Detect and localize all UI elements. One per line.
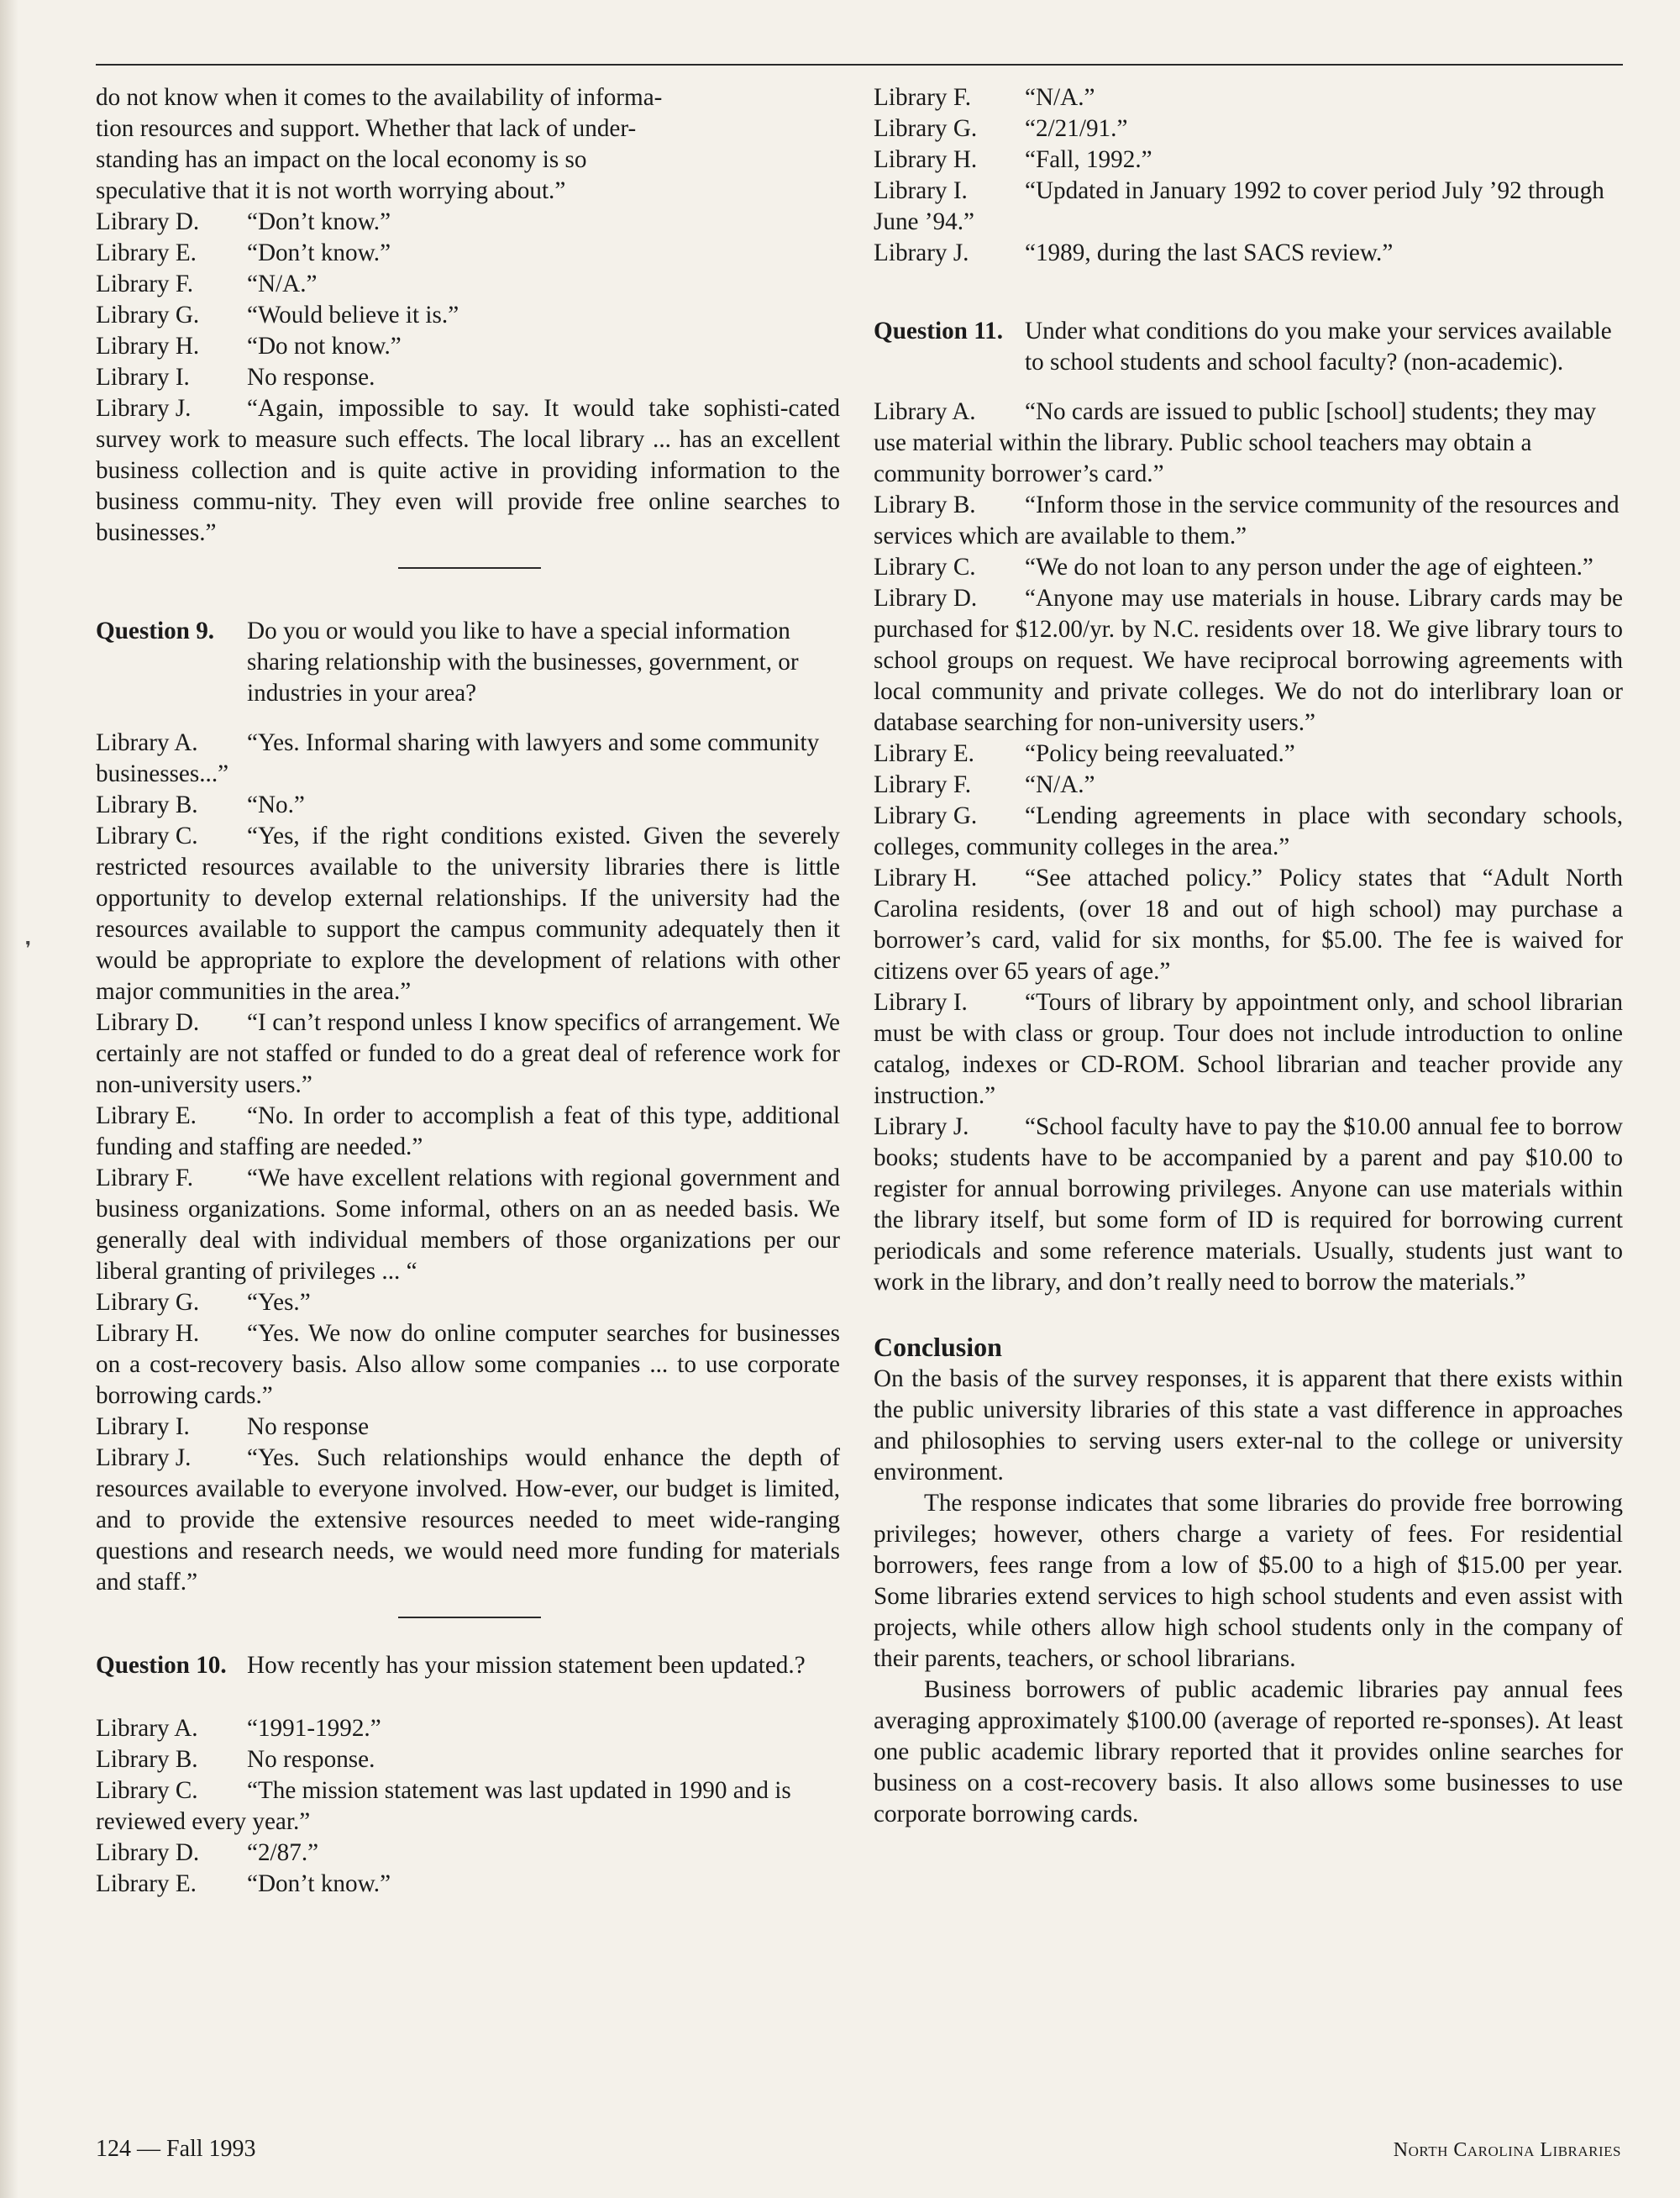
response-text: “Yes.” [247, 1289, 311, 1316]
library-label: Library E. [874, 740, 974, 767]
library-label: Library B. [96, 791, 198, 818]
response-text: “The mission statement was last updated in 1990 and is reviewed every year.” [96, 1777, 791, 1835]
library-label: Library I. [96, 1413, 190, 1440]
library-label: Library I. [874, 989, 968, 1016]
library-label: Library F. [96, 1165, 194, 1191]
response-text: “No cards are issued to public [school] students; they may use material within the library. Public school teachers may obtain a community borrower’s card.” [874, 398, 1597, 487]
response-text: “No.” [247, 791, 305, 818]
question-9 [96, 616, 840, 709]
response-entry [874, 552, 1623, 583]
response-entry [96, 362, 840, 393]
library-label: Library A. [874, 398, 976, 425]
margin-mark: ❜ [25, 938, 32, 959]
response-entry [96, 1869, 840, 1900]
response-text: “1989, during the last SACS review.” [1025, 239, 1394, 266]
response-entry [96, 207, 840, 238]
response-entry [96, 1713, 840, 1744]
library-label: Library G. [96, 1289, 200, 1316]
response-text: “N/A.” [1025, 84, 1095, 111]
continued-line: do not know when it comes to the availability of informa- [96, 84, 663, 111]
library-label: Library G. [874, 802, 978, 829]
response-entry [96, 269, 840, 300]
response-entry [96, 1318, 840, 1412]
response-text: “Again, impossible to say. It would take sophisti-cated survey work to measure such effects. The local library ... has an excellent business collection and is quite active in providing information to the business commu-nity. They even will provide free online searches to businesses.” [96, 395, 840, 546]
library-label: Library G. [96, 302, 200, 329]
response-text: “1991-1992.” [247, 1715, 381, 1742]
response-text: “N/A.” [247, 271, 318, 297]
response-entry [874, 238, 1623, 269]
library-label: Library F. [874, 84, 972, 111]
library-label: Library C. [96, 823, 198, 849]
response-text: “Anyone may use materials in house. Library cards may be purchased for $12.00/yr. by N.C. residents over 18. We give library tours to school groups on request. We have reciprocal borrowing agreements with local community and private colleges. We do not do interlibrary loan or database searching for non-university users.” [874, 585, 1623, 736]
library-label: Library H. [874, 865, 978, 891]
response-text: “Would believe it is.” [247, 302, 459, 329]
conclusion-heading: Conclusion [874, 1332, 1002, 1362]
library-label: Library J. [96, 395, 192, 422]
library-label: Library D. [96, 1009, 200, 1036]
response-text: “See attached policy.” Policy states that “Adult North Carolina residents, (over 18 and out of high school) may purchase a borrower’s card, valid for six months, for $5.00. The fee is waived for citizens over 65 years of age.” [874, 865, 1623, 985]
question-11 [874, 316, 1623, 378]
response-entry [96, 1163, 840, 1287]
q10-responses-left [96, 1713, 840, 1900]
response-text: “School faculty have to pay the $10.00 annual fee to borrow books; students have to be accompanied by a parent and pay $10.00 to register for annual borrowing privileges. Anyone can use materials within the library itself, but some form of ID is required for borrowing current periodicals and some reference materials. Usually, students just want to work in the library, and don’t really need to borrow the materials.” [874, 1113, 1623, 1296]
response-entry [874, 583, 1623, 739]
response-text: “Don’t know.” [247, 1870, 391, 1897]
response-entry [874, 82, 1623, 113]
library-label: Library D. [96, 1839, 200, 1866]
q8-responses [96, 207, 840, 549]
left-column [96, 82, 840, 1900]
response-entry [96, 728, 840, 790]
response-text: “Yes. We now do online computer searches for businesses on a cost-recovery basis. Also allow some companies ... to use corporate borrowing cards.” [96, 1320, 840, 1409]
question-text: How recently has your mission statement been updated.? [247, 1652, 806, 1679]
library-label: Library I. [874, 177, 968, 204]
response-entry [874, 397, 1623, 490]
response-entry [96, 1744, 840, 1775]
library-label: Library C. [874, 554, 976, 581]
response-text: “2/21/91.” [1025, 115, 1128, 142]
continued-line: tion resources and support. Whether that lack of under- [96, 115, 637, 142]
q10-responses-right [874, 82, 1623, 269]
continued-line: standing has an impact on the local economy is so [96, 146, 587, 173]
response-entry [96, 1101, 840, 1163]
response-text: “Lending agreements in place with secondary schools, colleges, community colleges in the area.” [874, 802, 1623, 860]
top-rule [96, 64, 1623, 66]
response-entry [874, 987, 1623, 1112]
response-text: “Don’t know.” [247, 239, 391, 266]
library-label: Library F. [874, 771, 972, 798]
conclusion-paragraph: On the basis of the survey responses, it is apparent that there exists within the public university libraries of this state a vast difference in approaches and philosophies to serving users exter-nal to the college or university environment. [874, 1365, 1623, 1485]
response-text: “We have excellent relations with regional government and business organizations. Some informal, others on an as needed basis. We generally deal with individual members of those organizations per our liberal granting of privileges ... “ [96, 1165, 840, 1285]
response-entry [96, 393, 840, 549]
library-label: Library B. [874, 492, 976, 518]
library-label: Library C. [96, 1777, 198, 1804]
library-label: Library E. [96, 1102, 197, 1129]
library-label: Library H. [874, 146, 978, 173]
library-label: Library E. [96, 1870, 197, 1897]
response-text: “2/87.” [247, 1839, 319, 1866]
question-label: Question 9. [96, 618, 215, 644]
conclusion-paragraph: The response indicates that some libraries do provide free borrowing privileges; however, others charge a variety of fees. For residential borrowers, fees range from a low of $5.00 to a high of $15.00 per year. Some libraries extend services to high school students and even assist with projects, while others allow high school students only in the company of their parents, teachers, or school librarians. [874, 1490, 1623, 1672]
response-entry [96, 1443, 840, 1598]
question-label: Question 10. [96, 1652, 227, 1679]
response-text: No response. [247, 364, 375, 391]
library-label: Library J. [874, 239, 969, 266]
right-column [874, 82, 1623, 1830]
response-entry [96, 331, 840, 362]
library-label: Library D. [874, 585, 978, 612]
response-entry [96, 1412, 840, 1443]
library-label: Library A. [96, 1715, 198, 1742]
response-entry [96, 790, 840, 821]
response-text: “Don’t know.” [247, 208, 391, 235]
library-label: Library H. [96, 1320, 200, 1347]
response-entry [874, 490, 1623, 552]
response-text: No response [247, 1413, 370, 1440]
question-10 [96, 1650, 840, 1681]
conclusion-paragraph: Business borrowers of public academic libraries pay annual fees averaging approximately $100.00 (average of reported re-sponses). At least one public academic library reported that it provides online searches for business on a cost-recovery basis. It also allows some businesses to use corporate borrowing cards. [874, 1676, 1623, 1827]
response-text: “No. In order to accomplish a feat of this type, additional funding and staffing are needed.” [96, 1102, 840, 1160]
response-entry [96, 300, 840, 331]
response-entry [96, 1287, 840, 1318]
library-label: Library B. [96, 1746, 198, 1773]
library-label: Library H. [96, 333, 200, 360]
continued-line: speculative that it is not worth worrying about.” [96, 177, 566, 204]
response-text: “Inform those in the service community of the resources and services which are available to them.” [874, 492, 1620, 550]
response-entry [874, 770, 1623, 801]
response-entry [96, 821, 840, 1007]
question-text: Under what conditions do you make your services available to school students and school faculty? (non-academic). [1025, 318, 1612, 376]
response-text: “I can’t respond unless I know specifics of arrangement. We certainly are not staffed or funded to do a great deal of reference work for non-university users.” [96, 1009, 840, 1098]
response-entry [874, 145, 1623, 176]
response-text: “Do not know.” [247, 333, 402, 360]
response-text: No response. [247, 1746, 375, 1773]
response-entry [874, 1112, 1623, 1298]
response-text: “N/A.” [1025, 771, 1095, 798]
q11-responses [874, 397, 1623, 1298]
binding-shadow [0, 0, 18, 2198]
library-label: Library I. [96, 364, 190, 391]
library-label: Library G. [874, 115, 978, 142]
response-entry [96, 1838, 840, 1869]
response-text: “Yes. Such relationships would enhance the depth of resources available to everyone involved. How-ever, our budget is limited, and to provide the extensive resources needed to meet wide-ranging questions and research needs, we would need more funding for materials and staff.” [96, 1444, 840, 1596]
response-text: “Fall, 1992.” [1025, 146, 1152, 173]
library-label: Library J. [96, 1444, 192, 1471]
question-label: Question 11. [874, 318, 1004, 344]
library-label: Library F. [96, 271, 194, 297]
library-label: Library E. [96, 239, 197, 266]
response-entry [874, 739, 1623, 770]
journal-name: North Carolina Libraries [1393, 2139, 1621, 2161]
q9-responses [96, 728, 840, 1598]
response-entry [96, 1775, 840, 1838]
response-text: “We do not loan to any person under the age of eighteen.” [1025, 554, 1593, 581]
page-folio: 124 — Fall 1993 [96, 2136, 256, 2162]
response-text: “Updated in January 1992 to cover period July ’92 through June ’94.” [874, 177, 1604, 235]
response-text: “Policy being reevaluated.” [1025, 740, 1295, 767]
library-label: Library D. [96, 208, 200, 235]
response-entry [874, 176, 1623, 238]
question-text: Do you or would you like to have a special information sharing relationship with the businesses, government, or industries in your area? [247, 618, 799, 707]
library-label: Library A. [96, 729, 198, 756]
response-entry [96, 238, 840, 269]
response-text: “Yes. Informal sharing with lawyers and some community businesses...” [96, 729, 820, 787]
response-entry [96, 1007, 840, 1101]
response-entry [874, 863, 1623, 987]
library-label: Library J. [874, 1113, 969, 1140]
response-text: “Yes, if the right conditions existed. Given the severely restricted resources available to the university libraries there is little opportunity to develop external relationships. If the university had the resources available to support the campus community adequately then it would be appropriate to explore the development of relations with other major communities in the area.” [96, 823, 840, 1005]
response-entry [874, 113, 1623, 145]
response-entry [874, 801, 1623, 863]
response-text: “Tours of library by appointment only, and school librarian must be with class or group. Tour does not include introduction to online catalog, indexes or CD-ROM. School librarian and teacher provide any instruction.” [874, 989, 1623, 1109]
continued-paragraph [96, 82, 840, 207]
